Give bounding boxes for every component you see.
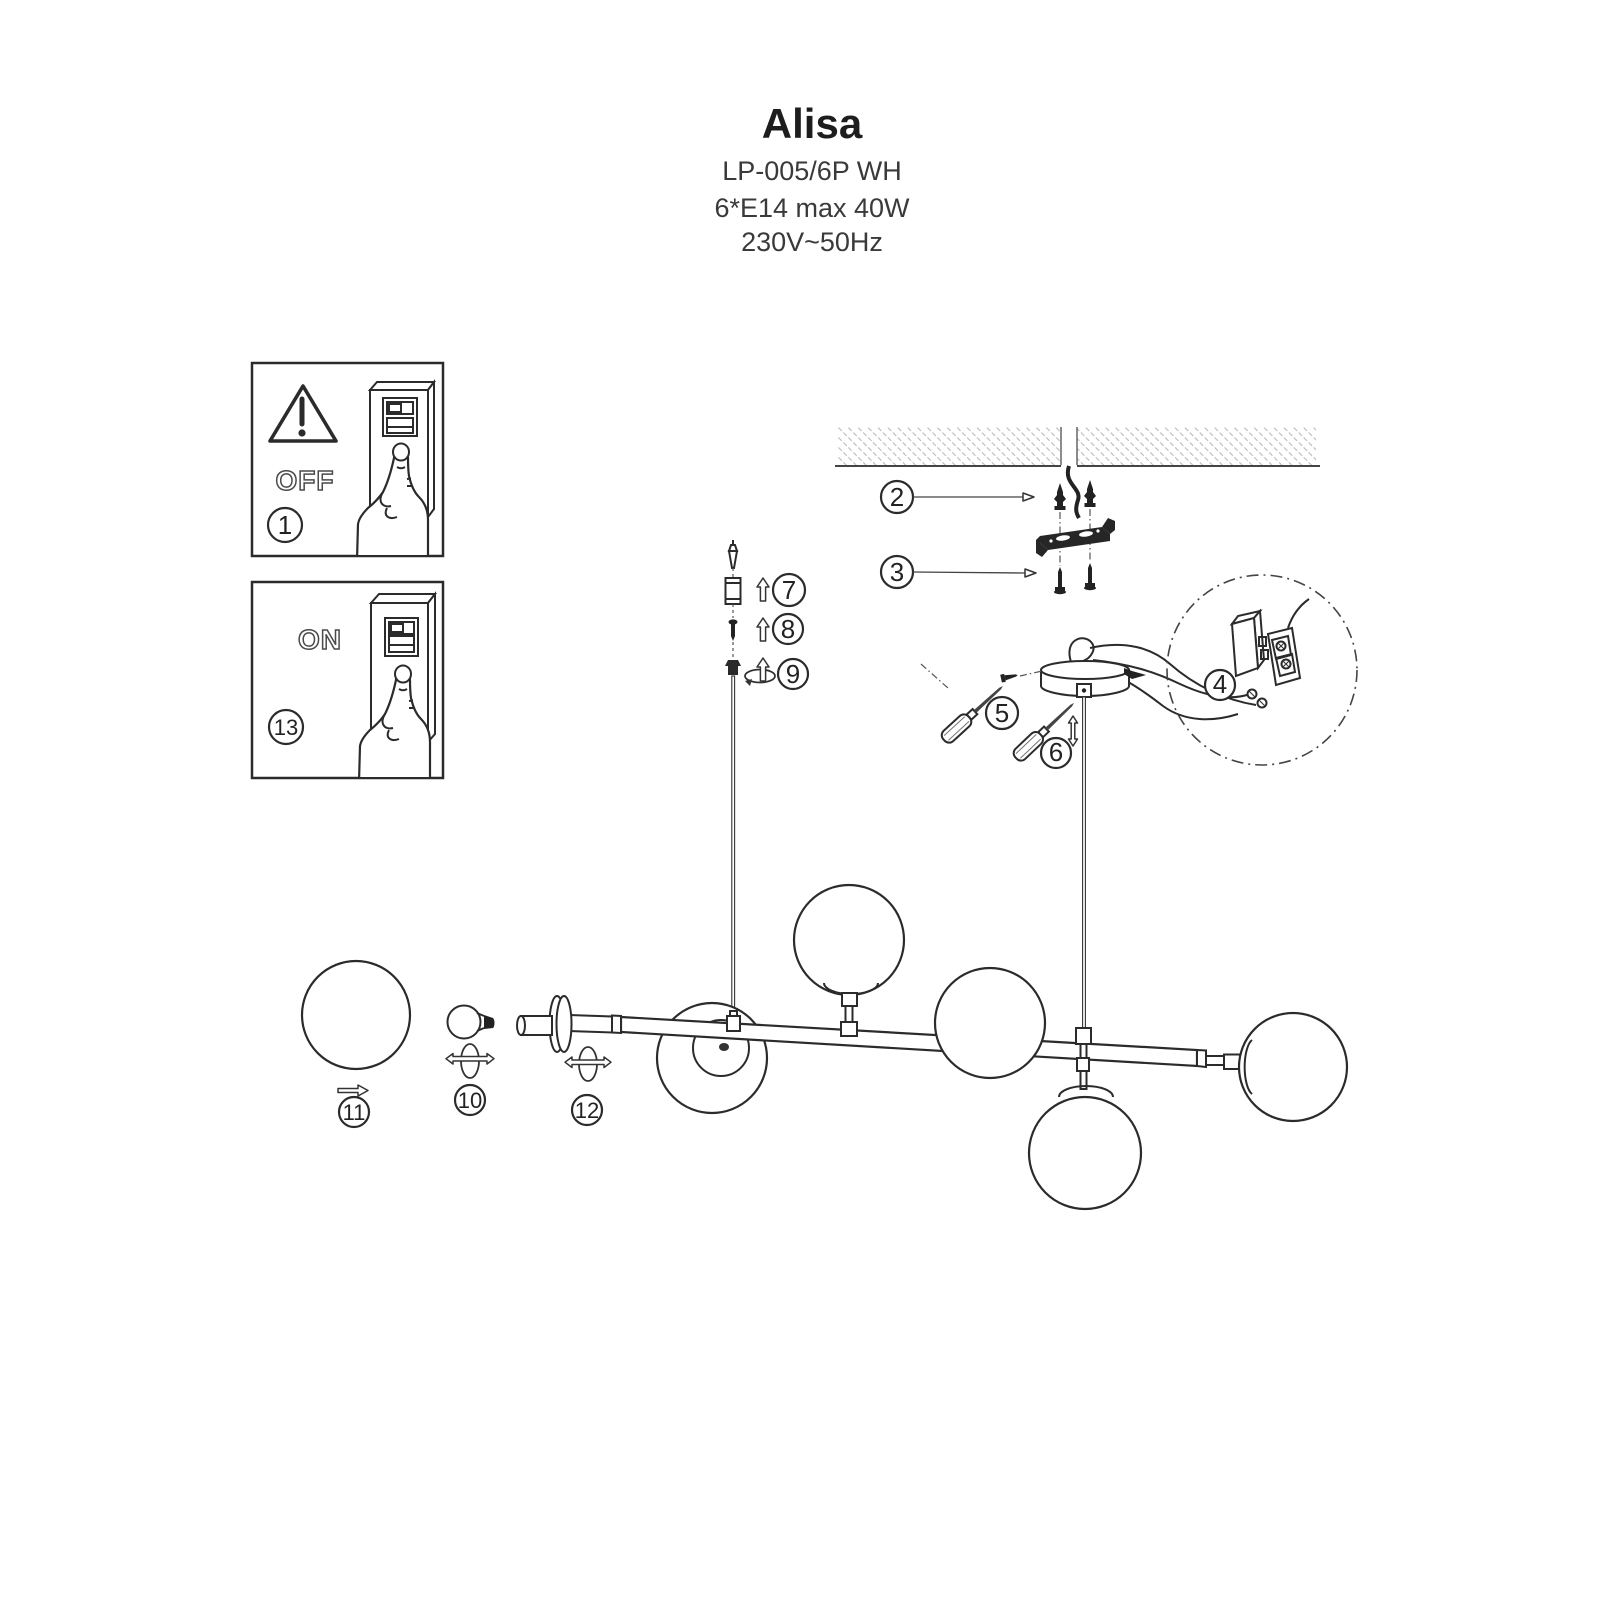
glass-sphere-exploded [302, 961, 410, 1069]
terminal-detail [1167, 575, 1357, 765]
insert-arrow-icon [338, 1085, 368, 1096]
callout-10 [455, 1085, 485, 1115]
callout-9-number: 9 [785, 659, 801, 689]
rotate-icon-socket [565, 1047, 611, 1081]
mounting-screws [1054, 563, 1096, 594]
lamp-assembly [302, 885, 1347, 1209]
ceiling-wire [1068, 466, 1079, 518]
product-model: LP-005/6P WH [722, 156, 902, 186]
end-sphere [1206, 1013, 1347, 1121]
callout-6-number: 6 [1048, 737, 1064, 767]
callout-7-number: 7 [781, 575, 797, 605]
callout-1 [268, 508, 302, 542]
product-power-spec: 230V~50Hz [741, 227, 883, 257]
on-label: ON [298, 624, 342, 655]
rotate-icon-bulb [446, 1044, 494, 1078]
off-label: OFF [275, 465, 335, 496]
socket-assembly [517, 996, 612, 1052]
callout-6 [1041, 737, 1071, 768]
panel-switch-off [252, 363, 443, 560]
step5-screw-driver [921, 664, 1042, 745]
callout-12 [572, 1095, 602, 1125]
callout-4-number: 4 [1212, 669, 1228, 699]
callout-12-number: 12 [574, 1098, 600, 1123]
light-bulb [448, 1006, 495, 1039]
callout-7 [773, 574, 805, 606]
ceiling-canopy [1041, 661, 1129, 697]
callout-13-number: 13 [273, 715, 299, 740]
callout-8-number: 8 [780, 614, 796, 644]
front-sphere [935, 968, 1045, 1078]
callout-5 [986, 697, 1018, 729]
callout-3 [881, 556, 1036, 588]
callout-4 [1205, 669, 1235, 700]
callout-9 [778, 659, 808, 689]
callout-2-number: 2 [889, 482, 905, 512]
header [714, 100, 910, 257]
callout-8 [773, 614, 803, 644]
callout-5-number: 5 [994, 698, 1010, 728]
product-lamps-spec: 6*E14 max 40W [714, 193, 910, 223]
callout-13 [269, 710, 303, 744]
callout-3-number: 3 [889, 557, 905, 587]
callout-1-number: 1 [277, 510, 293, 540]
callout-10-number: 10 [457, 1088, 483, 1113]
product-title: Alisa [761, 100, 863, 147]
mounting-bracket [1036, 518, 1115, 557]
callout-11 [339, 1097, 369, 1127]
callout-2 [881, 481, 1034, 513]
right-suspension-rod [1083, 697, 1086, 1028]
callout-11-number: 11 [342, 1100, 366, 1125]
panel-switch-on [252, 582, 443, 782]
upper-sphere [794, 885, 904, 1036]
left-suspension-rod [732, 676, 735, 1017]
wall-anchors [1054, 480, 1096, 566]
